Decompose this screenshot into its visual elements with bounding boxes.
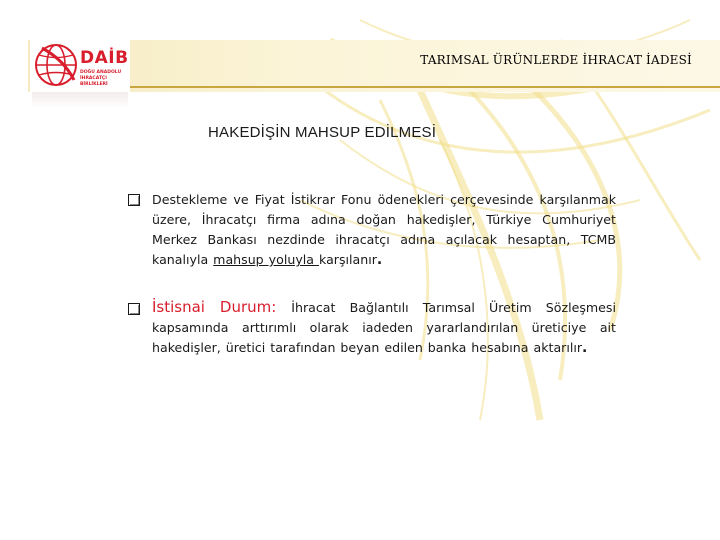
bullet-text-main: Destekleme ve Fiyat İstikrar Fonu ödenekleri çerçevesinde karşılanmak üzere, İhracatçı firma adına doğan hakedişler, Türkiye Cumhuriyet Merkez Bankası nezdinde ihracatçı adına açılacak hesaptan, TCMB kanalıyla <box>152 192 616 267</box>
logo-text: DAİB <box>80 48 129 68</box>
bullet-text-main: İhracat Bağlantılı Tarımsal Üretim Sözleşmesi kapsamında arttırımlı olarak iadeden yararlandırılan üreticiye ait hakedişler, üretici tarafından beyan edilen banka hesabına aktarılır <box>152 300 616 355</box>
page-title: TARIMSAL ÜRÜNLERDE İHRACAT İADESİ <box>420 53 692 67</box>
bullet-item <box>128 190 616 270</box>
header-divider <box>128 86 720 88</box>
globe-logo-icon <box>34 42 78 88</box>
exception-label: İstisnai Durum <box>152 298 272 316</box>
bullet-text <box>152 190 616 270</box>
logo <box>30 38 130 92</box>
bullet-item <box>128 297 616 358</box>
logo-subtext: DOĞU ANADOLU İHRACATÇI BİRLİKLERİ <box>80 70 122 87</box>
section-heading: HAKEDİŞİN MAHSUP EDİLMESİ <box>208 124 437 141</box>
bullet-period: . <box>582 340 588 356</box>
bullet-text <box>152 297 616 358</box>
exception-colon: : <box>271 298 292 316</box>
checkbox-square-icon <box>128 194 140 206</box>
bullet-period: . <box>376 252 383 268</box>
checkbox-square-icon <box>128 303 140 315</box>
bullet-text-end: karşılanır <box>319 252 377 267</box>
bullet-text-underlined: mahsup yoluyla <box>213 252 319 267</box>
logo-reflection <box>32 92 128 108</box>
